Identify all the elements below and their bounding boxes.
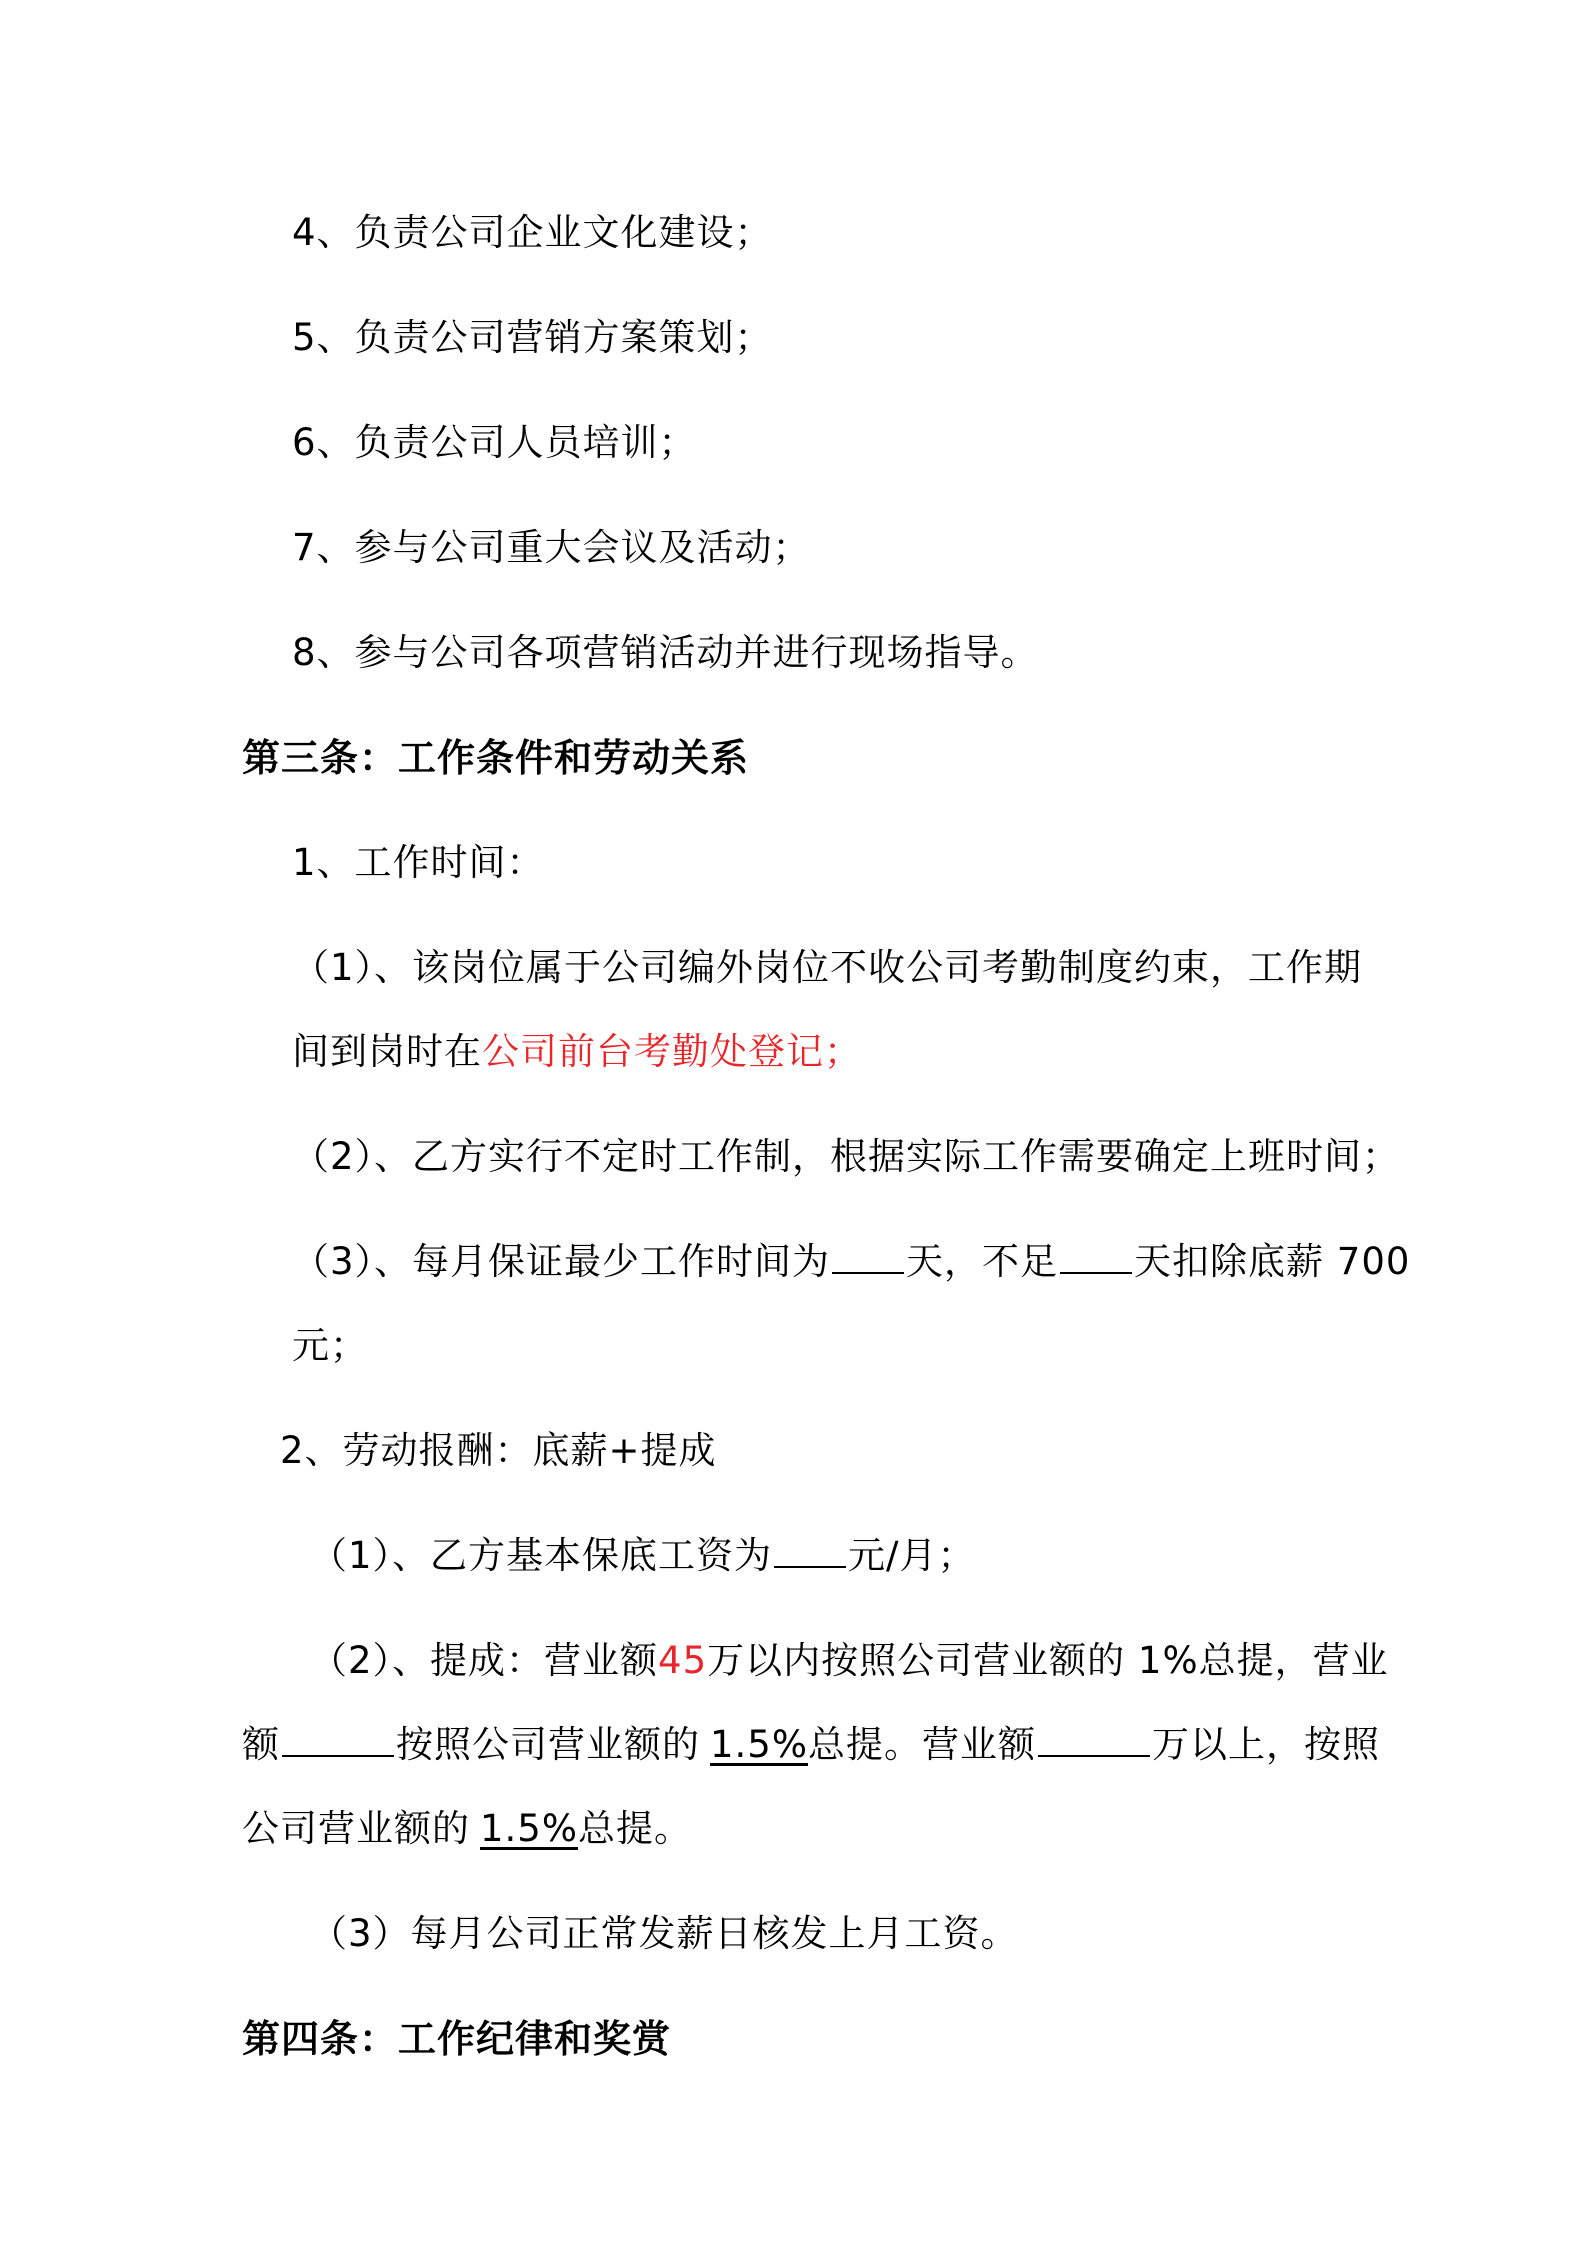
pay-clause-2-line-2-text-a: 额 (242, 1723, 280, 1766)
duty-item-8: 8、参与公司各项营销活动并进行现场指导。 (292, 631, 1039, 674)
section-4-heading: 第四条：工作纪律和奖赏 (242, 2017, 672, 2061)
work-time-clause-3-line-2: 元； (292, 1324, 368, 1367)
pay-clause-2-line-3 (242, 1804, 692, 1854)
pay-clause-2-line-2-text-d: 万以上，按照 (1152, 1723, 1380, 1766)
pay-clause-1-text-a: （1）、乙方基本保底工资为 (310, 1534, 773, 1577)
clause-3-text-b: 天，不足 (906, 1240, 1059, 1283)
work-time-clause-3-line-1 (292, 1237, 1410, 1287)
section-3-heading: 第三条：工作条件和劳动关系 (242, 736, 750, 780)
pay-clause-3: （3）每月公司正常发薪日核发上月工资。 (310, 1912, 1019, 1955)
work-time-clause-2: （2）、乙方实行不定时工作制，根据实际工作需要确定上班时间； (292, 1135, 1401, 1178)
pay-clause-2-line-1 (310, 1636, 1389, 1686)
pay-clause-1 (310, 1531, 976, 1581)
pay-clause-2-line-2-text-c: 总提。营业额 (808, 1723, 1036, 1766)
min-days-blank[interactable] (832, 1238, 904, 1274)
commission-rate-1: 1.5% (710, 1723, 808, 1766)
clause-1-red-text: 公司前台考勤处登记； (482, 1030, 862, 1073)
revenue-threshold-blank[interactable] (1038, 1721, 1150, 1757)
commission-rate-2: 1.5% (480, 1807, 578, 1850)
duty-item-6: 6、负责公司人员培训； (292, 421, 697, 464)
pay-clause-2-text-a: （2）、提成：营业额 (310, 1639, 659, 1682)
clause-1-text: 间到岗时在 (292, 1030, 482, 1073)
work-time-title: 1、工作时间： (292, 841, 545, 884)
pay-clause-1-text-b: 元/月； (848, 1534, 976, 1577)
work-time-clause-1-line-2 (292, 1027, 862, 1077)
duty-item-4: 4、负责公司企业文化建设； (292, 211, 773, 254)
pay-clause-2-line-2 (242, 1720, 1380, 1770)
pay-clause-2-line-3-text-a: 公司营业额的 (242, 1807, 470, 1850)
pay-clause-2-line-3-text-b: 总提。 (578, 1807, 692, 1850)
pay-clause-2-text-b: 万以内按照公司营业额的 1%总提，营业 (707, 1639, 1389, 1682)
duty-item-7: 7、参与公司重大会议及活动； (292, 526, 811, 569)
base-salary-blank[interactable] (774, 1532, 846, 1568)
clause-3-text-c: 天扣除底薪 700 (1134, 1240, 1411, 1283)
work-time-clause-1-line-1: （1）、该岗位属于公司编外岗位不收公司考勤制度约束，工作期 (292, 946, 1363, 989)
pay-clause-2-line-2-text-b: 按照公司营业额的 (396, 1723, 700, 1766)
pay-title: 2、劳动报酬：底薪+提成 (280, 1429, 717, 1472)
duty-item-5: 5、负责公司营销方案策划； (292, 316, 773, 359)
pay-clause-2-red-amount: 45 (658, 1639, 708, 1682)
clause-3-text-a: （3）、每月保证最少工作时间为 (292, 1240, 831, 1283)
revenue-range-blank[interactable] (282, 1721, 394, 1757)
shortfall-days-blank[interactable] (1060, 1238, 1132, 1274)
